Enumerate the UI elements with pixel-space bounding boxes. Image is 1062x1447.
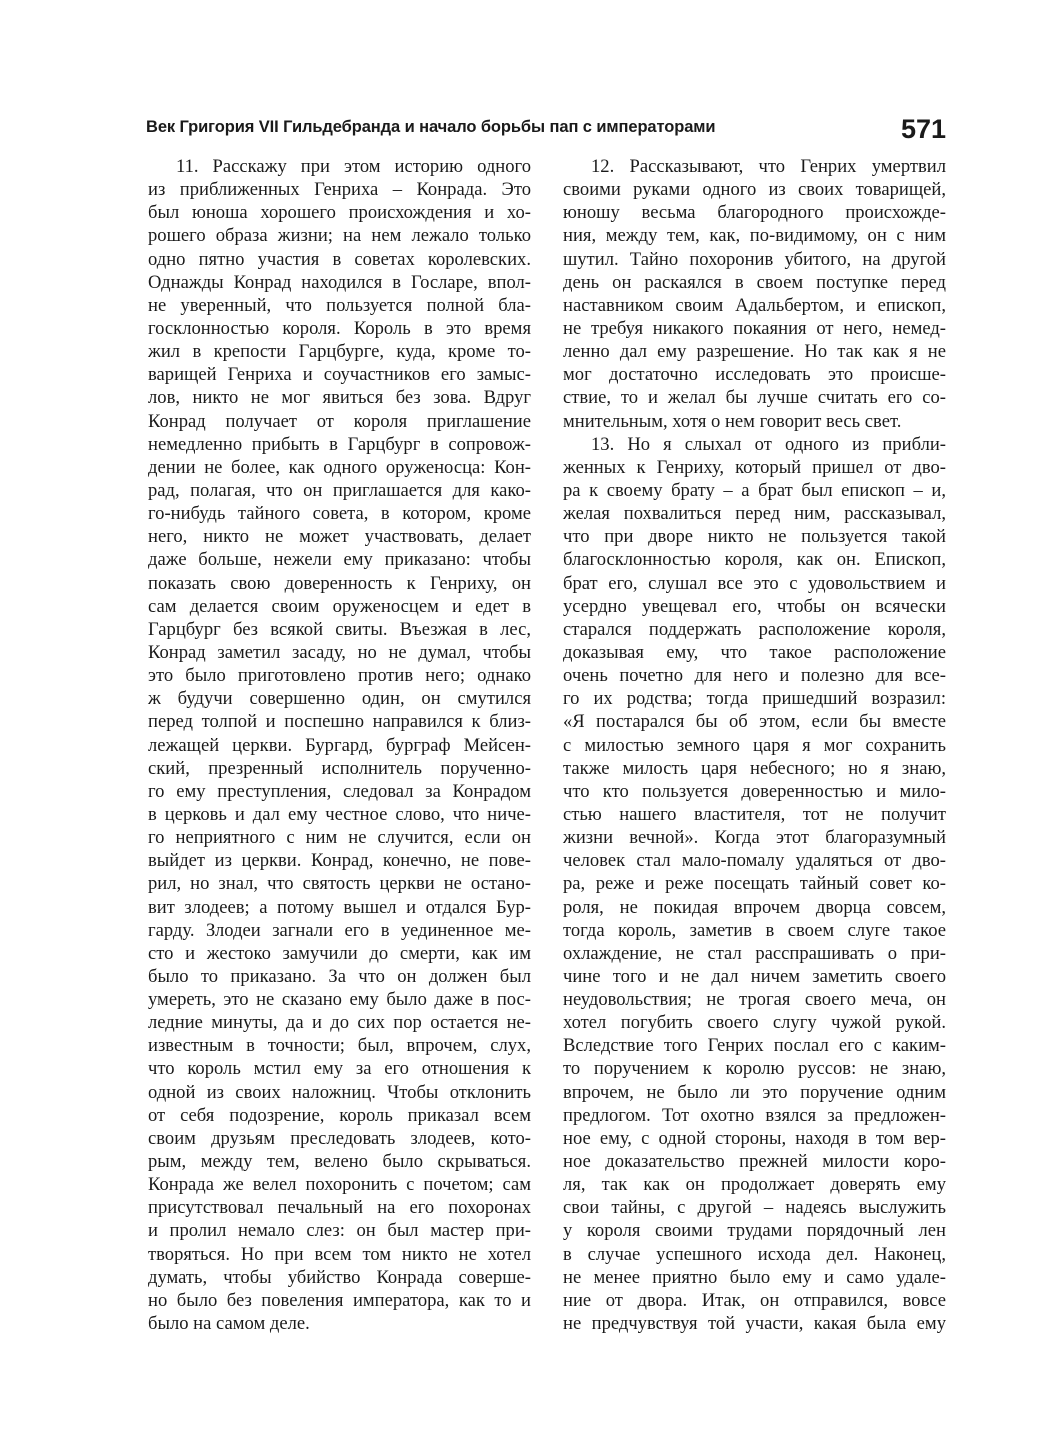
text-line: своими руками одного из своих товарищей, [563, 179, 946, 201]
text-line: ра, реже и реже посещать тайный совет ко- [563, 873, 946, 895]
running-header [146, 116, 946, 156]
text-line: также милость царя небесного; но я знаю, [563, 757, 946, 779]
text-line: старался поддержать расположение короля, [563, 618, 946, 640]
text-line: с милостью земного царя я мог сохранить [563, 734, 946, 756]
text-line: го ему преступления, следовал за Конрадом [148, 780, 531, 802]
text-line: него, никто не может участвовать, делает [148, 526, 531, 548]
text-line: ное доказательство прежней милости коро- [563, 1151, 946, 1173]
text-line: женных к Генриху, который пришел от дво- [563, 456, 946, 478]
text-line: предлогом. Тот охотно взялся за предложен- [563, 1104, 946, 1126]
text-line: перед толпой и поспешно направился к близ- [148, 711, 531, 733]
text-line: «Я постарался бы об этом, если бы вместе [563, 711, 946, 733]
text-line: жил в крепости Гарцбурге, куда, кроме то- [148, 341, 531, 363]
text-line: присутствовал печальный на его похоронах [148, 1197, 531, 1219]
text-line: рым, между тем, велено было скрываться. [148, 1151, 531, 1173]
text-line: лов, никто не мог явиться без зова. Вдруг [148, 387, 531, 409]
text-line: го-нибудь тайного совета, в котором, кроме [148, 503, 531, 525]
text-line: впрочем, не было ли это поручение одним [563, 1081, 946, 1103]
text-line: выйдет из церкви. Конрад, конечно, не пове- [148, 850, 531, 872]
text-line: ствие, то и желал бы лучше считать его со- [563, 387, 946, 409]
text-line: в случае успешного исхода дел. Наконец, [563, 1243, 946, 1265]
text-line: рошего образа жизни; на нем лежало только [148, 225, 531, 247]
text-line: даже больше, нежели ему приказано: чтобы [148, 549, 531, 571]
text-line: гарду. Злодеи загнали его в уединенное ме- [148, 919, 531, 941]
text-line: хотел погубить своего слугу чужой рукой. [563, 1012, 946, 1034]
text-line: что король мстил ему за его отношения к [148, 1058, 531, 1080]
text-line: очень почетно для него и полезно для все- [563, 665, 946, 687]
text-line: ное ему, с одной стороны, находя в том вер- [563, 1127, 946, 1149]
text-line: но было без повеления императора, как то и [148, 1289, 531, 1311]
text-line: стью нашего властителя, тот не получит [563, 803, 946, 825]
text-line: рил, но знал, что святость церкви не остано- [148, 873, 531, 895]
text-line: ра к своему брату – а брат был епископ – и, [563, 479, 946, 501]
text-line: умереть, это не сказано ему было даже в пос- [148, 989, 531, 1011]
text-line: го неприятного с ним не случится, если он [148, 827, 531, 849]
text-line: и пролил немало слез: он был мастер при- [148, 1220, 531, 1242]
text-line: жизни вечной». Когда этот благоразумный [563, 827, 946, 849]
text-line: наставником своим Адальбертом, и епископ, [563, 294, 946, 316]
text-line: ние от двора. Итак, он отправился, вовсе [563, 1289, 946, 1311]
left-text-column [148, 155, 531, 1335]
text-line: человек стал мало-помалу удаляться от дво- [563, 850, 946, 872]
text-line: немедленно прибыть в Гарцбург в сопровож- [148, 433, 531, 455]
text-line: лежащей церкви. Бургард, бурграф Мейсен- [148, 734, 531, 756]
text-line: сто и жестоко замучили до смерти, как им [148, 942, 531, 964]
text-line: творяться. Но при всем том никто не хотел [148, 1243, 531, 1265]
text-line: 11. Расскажу при этом историю одного [176, 156, 531, 177]
text-line: свои тайны, с другой – надеясь выслужить [563, 1197, 946, 1219]
text-line: 13. Но я слыхал от одного из прибли- [591, 433, 946, 455]
text-line: чине того и не дал ничем заметить своего [563, 965, 946, 987]
text-line: ля, так как он продолжает доверять ему [563, 1174, 946, 1196]
text-line: юношу весьма благородного происхожде- [563, 202, 946, 224]
text-line: в церковь и дал ему честное слово, что ниче- [148, 803, 531, 825]
text-line: ж будучи совершенно один, он смутился [148, 688, 531, 710]
text-line: ский, презренный исполнитель порученно- [148, 757, 531, 779]
text-line: день он раскаялся в своем поступке перед [563, 271, 946, 293]
text-line: желая похвалиться перед ним, рассказывал, [563, 503, 946, 525]
text-line: благосклонностью короля, как он. Епископ, [563, 549, 946, 571]
text-line: то поручением к королю руссов: не знаю, [563, 1058, 946, 1080]
text-line: рад, полагая, что он приглашается для како- [148, 479, 531, 501]
text-line: го их родства; тогда пришедший возразил: [563, 688, 946, 710]
text-line: от себя подозрение, король приказал всем [148, 1104, 531, 1126]
text-line: известным в точности; был, впрочем, слух, [148, 1035, 531, 1057]
text-line: это было приготовлено против него; однако [148, 665, 531, 687]
text-line: усердно увещевал его, чтобы он всячески [563, 595, 946, 617]
text-line: варищей Генриха и соучастников его замыс- [148, 364, 531, 386]
right-text-column [563, 155, 946, 1335]
text-line: не требуя никакого покаяния от него, немед- [563, 317, 946, 339]
text-line: мнительным, хотя о нем говорит весь свет. [563, 410, 902, 432]
text-line: своим друзьям преследовать злодеев, кото- [148, 1127, 531, 1149]
text-line: ленно дал ему разрешение. Но так как я не [563, 341, 946, 363]
text-line: роля, не покидая впрочем дворца совсем, [563, 896, 946, 918]
text-line: ния, между тем, как, по-видимому, он с ним [563, 225, 946, 247]
text-line: Гарцбург без всякой свиты. Въезжая в лес, [148, 618, 531, 640]
text-line: что кто пользуется доверенностью и мило- [563, 780, 946, 802]
text-line: не уверенный, что пользуется полной бла- [148, 294, 531, 316]
text-line: доказывая ему, что такое расположение [563, 641, 946, 663]
text-line: одно пятно участия в советах королевских. [148, 248, 531, 270]
text-line: брат его, слушал все это с удовольствием и [563, 572, 946, 594]
text-line: тогда король, заметив в своем слуге такое [563, 919, 946, 941]
page-number: 571 [900, 114, 946, 144]
text-line: из приближенных Генриха – Конрада. Это [148, 179, 531, 201]
text-line: было на самом деле. [148, 1313, 310, 1335]
text-line: неудовольствия; не трогая своего меча, он [563, 989, 946, 1011]
text-line: не менее приятно было ему и само удале- [563, 1266, 946, 1288]
text-line: вит злодеев; а потому вышел и отдался Бур- [148, 896, 531, 918]
text-line: Конрада же велел похоронить с почетом; сам [148, 1174, 531, 1196]
text-line: у короля своими трудами порядочный лен [563, 1220, 946, 1242]
text-line: Однажды Конрад находился в Госларе, впол- [148, 271, 531, 293]
text-line: Вследствие того Генрих послал его с каким- [563, 1035, 946, 1057]
text-line: Конрад получает от короля приглашение [148, 410, 531, 432]
running-title: Век Григория VII Гильдебранда и начало борьбы пап с императорами [146, 118, 716, 136]
text-line: госклонностью короля. Король в это время [148, 317, 531, 339]
text-line: шутил. Тайно похоронив убитого, на другой [563, 248, 946, 270]
text-line: сам делается своим оруженосцем и едет в [148, 595, 531, 617]
text-line: охлаждение, не стал расспрашивать о при- [563, 942, 946, 964]
text-line: было то приказано. За что он должен был [148, 965, 531, 987]
text-line: 12. Рассказывают, что Генрих умертвил [591, 156, 946, 177]
text-line: был юноша хорошего происхождения и хо- [148, 202, 531, 224]
text-line: не предчувствуя той участи, какая была ему [563, 1313, 946, 1335]
text-line: одной из своих наложниц. Чтобы отклонить [148, 1081, 531, 1103]
text-line: дении не более, как одного оруженосца: Кон- [148, 456, 531, 478]
text-line: показать свою доверенность к Генриху, он [148, 572, 531, 594]
text-line: что при дворе никто не пользуется такой [563, 526, 946, 548]
text-line: думать, чтобы убийство Конрада соверше- [148, 1266, 531, 1288]
text-line: ледние минуты, да и до сих пор остается не- [148, 1012, 531, 1034]
text-line: Конрад заметил засаду, но не думал, чтобы [148, 641, 531, 663]
text-line: мог достаточно исследовать это происше- [563, 364, 946, 386]
